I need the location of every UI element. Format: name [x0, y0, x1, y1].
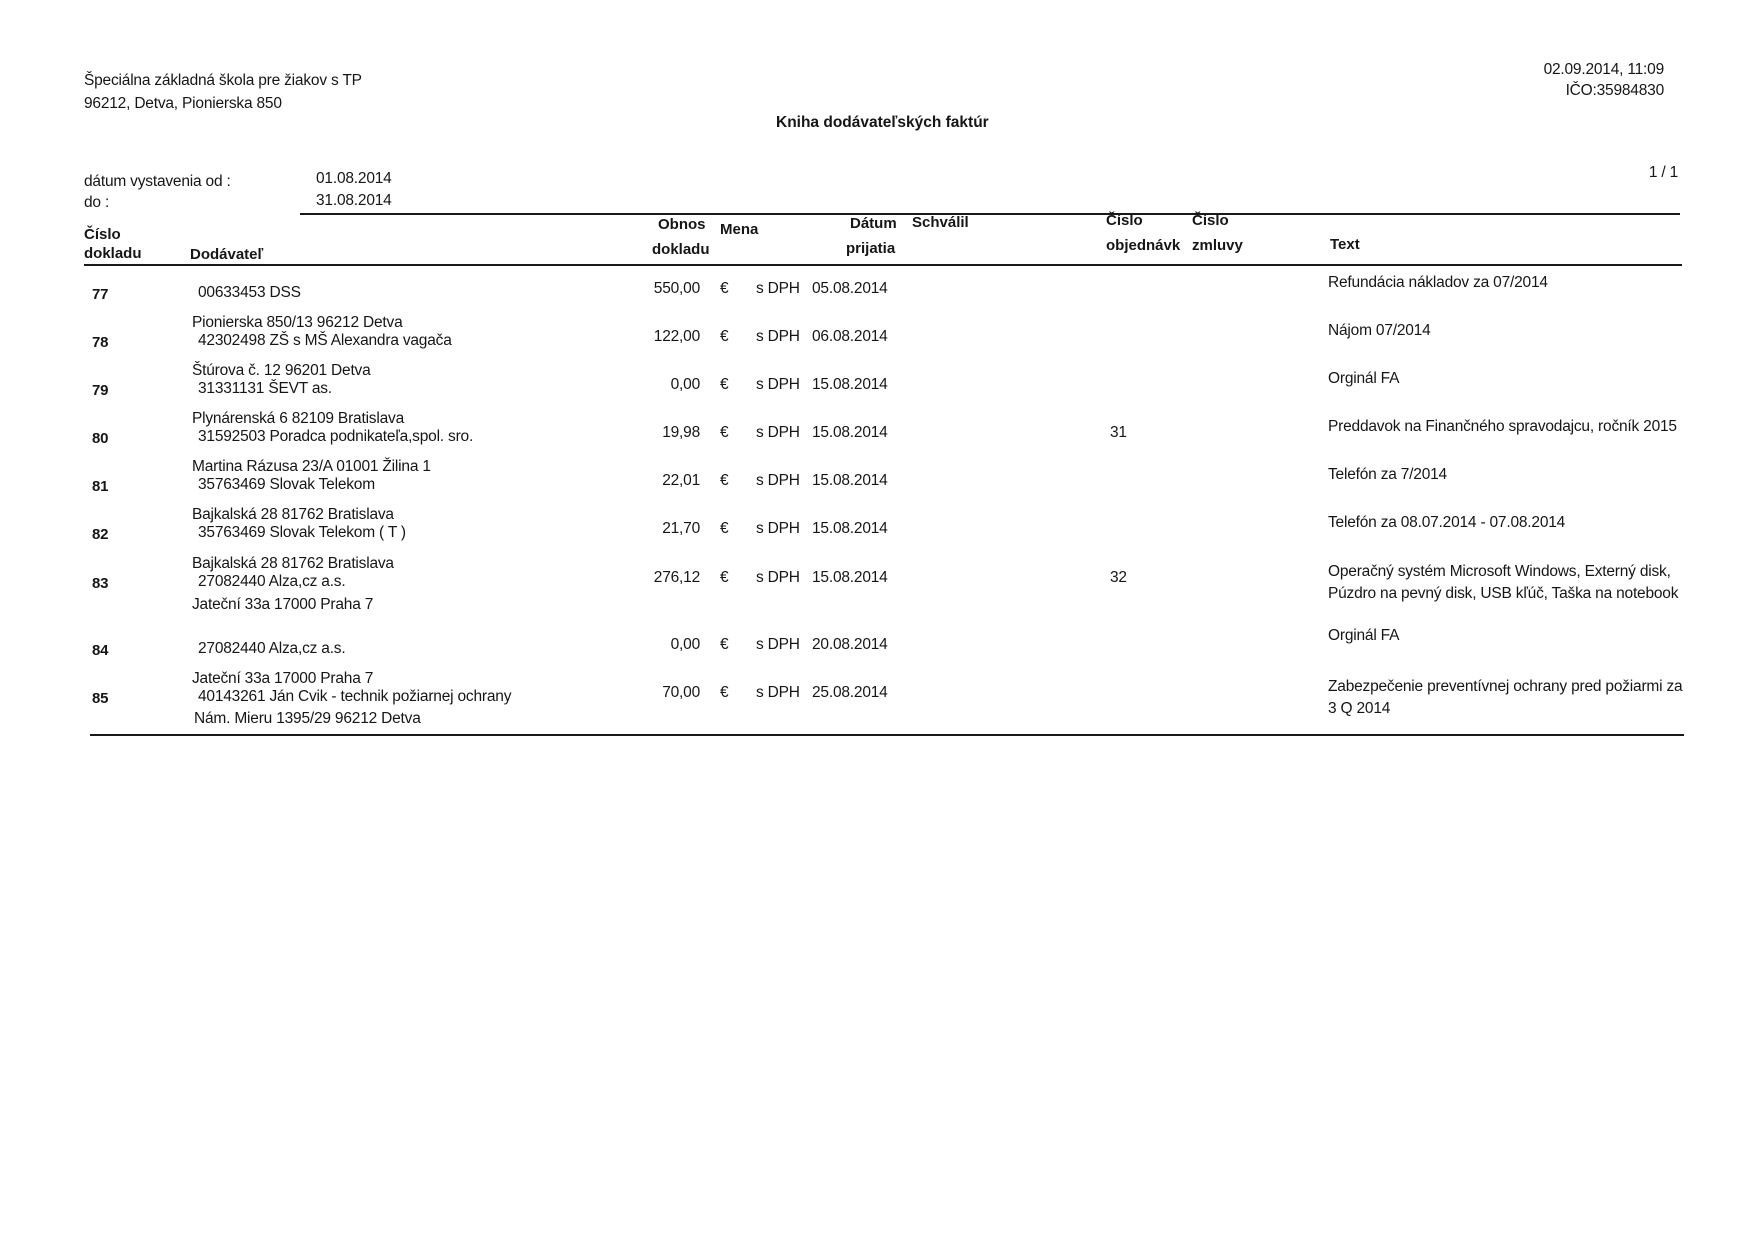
amount: 70,00	[662, 684, 700, 701]
vat-flag: s DPH	[756, 569, 800, 586]
supplier-address: Plynárenská 6 82109 Bratislava	[192, 410, 404, 427]
table-row	[0, 362, 1744, 416]
col-zmluvy: zmluvy	[1192, 237, 1243, 254]
supplier: 27082440 Alza,cz a.s.	[198, 573, 346, 590]
print-datetime: 02.09.2014, 11:09	[1543, 61, 1664, 78]
currency: €	[720, 520, 729, 537]
receipt-date: 15.08.2014	[812, 376, 888, 393]
vat-flag: s DPH	[756, 376, 800, 393]
date-from: 01.08.2014	[316, 170, 392, 187]
table-row	[0, 410, 1744, 464]
currency: €	[720, 376, 729, 393]
amount: 550,00	[653, 280, 700, 297]
order-number: 31	[1110, 424, 1127, 441]
col-prijatia: prijatia	[846, 240, 896, 257]
page-number: 1 / 1	[1648, 164, 1678, 181]
table-row	[0, 272, 1744, 320]
currency: €	[720, 280, 729, 297]
amount: 19,98	[662, 424, 700, 441]
doc-number: 84	[92, 642, 109, 659]
order-number: 32	[1110, 569, 1127, 586]
amount: 276,12	[653, 569, 700, 586]
amount: 122,00	[653, 328, 700, 345]
supplier: 40143261 Ján Cvik - technik požiarnej ochrany	[198, 688, 512, 705]
supplier-address: Štúrova č. 12 96201 Detva	[192, 362, 371, 379]
invoice-text: Refundácia nákladov za 07/2014	[1328, 274, 1548, 291]
doc-number: 85	[92, 690, 109, 707]
col-dodavatel: Dodávateľ	[190, 246, 264, 263]
vat-flag: s DPH	[756, 520, 800, 537]
amount: 0,00	[670, 636, 700, 653]
supplier: 00633453 DSS	[198, 284, 301, 301]
currency: €	[720, 472, 729, 489]
supplier-address: Bajkalská 28 81762 Bratislava	[192, 555, 394, 572]
receipt-date: 15.08.2014	[812, 424, 888, 441]
supplier-address: Bajkalská 28 81762 Bratislava	[192, 506, 394, 523]
receipt-date: 15.08.2014	[812, 569, 888, 586]
col-cislo-zml: Číslo	[1192, 212, 1229, 229]
vat-flag: s DPH	[756, 424, 800, 441]
col-obnos-dokladu: dokladu	[652, 241, 710, 258]
col-obnos: Obnos	[658, 216, 706, 233]
supplier: 27082440 Alza,cz a.s.	[198, 640, 346, 657]
currency: €	[720, 424, 729, 441]
school-address: 96212, Detva, Pionierska 850	[84, 95, 282, 112]
vat-flag: s DPH	[756, 636, 800, 653]
col-cislo: Číslo	[84, 226, 121, 243]
doc-number: 79	[92, 382, 109, 399]
receipt-date: 05.08.2014	[812, 280, 888, 297]
supplier: 31331131 ŠEVT as.	[198, 380, 332, 397]
supplier: 31592503 Poradca podnikateľa,spol. sro.	[198, 428, 474, 445]
doc-number: 78	[92, 334, 109, 351]
invoice-text: Telefón za 7/2014	[1328, 466, 1447, 483]
table-row	[0, 506, 1744, 560]
invoice-text: Zabezpečenie preventívnej ochrany pred požiarmi za 3 Q 2014	[1328, 678, 1683, 717]
date-from-label: dátum vystavenia od :	[84, 173, 231, 190]
col-dokladu: dokladu	[84, 245, 142, 262]
receipt-date: 15.08.2014	[812, 520, 888, 537]
invoice-text: Preddavok na Finančného spravodajcu, ročník 2015	[1328, 418, 1677, 435]
invoice-text: Telefón za 08.07.2014 - 07.08.2014	[1328, 514, 1566, 531]
invoice-text: Operačný systém Microsoft Windows, Externý disk, Púzdro na pevný disk, USB kľúč, Taška na notebook	[1328, 563, 1679, 602]
doc-number: 80	[92, 430, 109, 447]
date-to-label: do :	[84, 194, 110, 211]
supplier: 35763469 Slovak Telekom	[198, 476, 375, 493]
supplier-address: Jateční 33a 17000 Praha 7	[192, 670, 374, 687]
supplier: 42302498 ZŠ s MŠ Alexandra vagača	[198, 332, 452, 349]
col-objednavk: objednávk	[1106, 237, 1181, 254]
col-mena: Mena	[720, 221, 759, 238]
table-row	[0, 458, 1744, 512]
table-row	[0, 596, 1744, 676]
receipt-date: 15.08.2014	[812, 472, 888, 489]
col-datum: Dátum	[850, 215, 897, 232]
currency: €	[720, 569, 729, 586]
header-top-rule	[300, 213, 1680, 215]
vat-flag: s DPH	[756, 684, 800, 701]
currency: €	[720, 684, 729, 701]
supplier-address: Jateční 33a 17000 Praha 7	[192, 596, 374, 613]
col-text: Text	[1330, 236, 1360, 253]
amount: 22,01	[662, 472, 700, 489]
vat-flag: s DPH	[756, 328, 800, 345]
receipt-date: 25.08.2014	[812, 684, 888, 701]
header-bottom-rule	[84, 264, 1682, 266]
amount: 21,70	[662, 520, 700, 537]
receipt-date: 06.08.2014	[812, 328, 888, 345]
doc-number: 77	[92, 286, 109, 303]
currency: €	[720, 636, 729, 653]
vat-flag: s DPH	[756, 280, 800, 297]
school-name: Špeciálna základná škola pre žiakov s TP	[84, 72, 362, 89]
invoice-text: Orginál FA	[1328, 370, 1400, 387]
vat-flag: s DPH	[756, 472, 800, 489]
ico-number: IČO:35984830	[1565, 82, 1664, 99]
col-cislo-obj: Číslo	[1106, 212, 1143, 229]
doc-number: 83	[92, 575, 109, 592]
invoice-text: Nájom 07/2014	[1328, 322, 1431, 339]
amount: 0,00	[670, 376, 700, 393]
currency: €	[720, 328, 729, 345]
doc-number: 82	[92, 526, 109, 543]
table-bottom-rule	[90, 734, 1684, 736]
receipt-date: 20.08.2014	[812, 636, 888, 653]
invoice-text: Orginál FA	[1328, 627, 1400, 644]
col-schvalil: Schválil	[912, 214, 969, 231]
supplier-address: Martina Rázusa 23/A 01001 Žilina 1	[192, 458, 431, 475]
supplier-address: Pionierska 850/13 96212 Detva	[192, 314, 403, 331]
report-title: Kniha dodávateľských faktúr	[776, 114, 989, 131]
supplier: 35763469 Slovak Telekom ( T )	[198, 524, 406, 541]
date-to: 31.08.2014	[316, 192, 392, 209]
doc-number: 81	[92, 478, 109, 495]
last-supplier-address: Nám. Mieru 1395/29 96212 Detva	[194, 710, 421, 727]
table-row	[0, 314, 1744, 368]
